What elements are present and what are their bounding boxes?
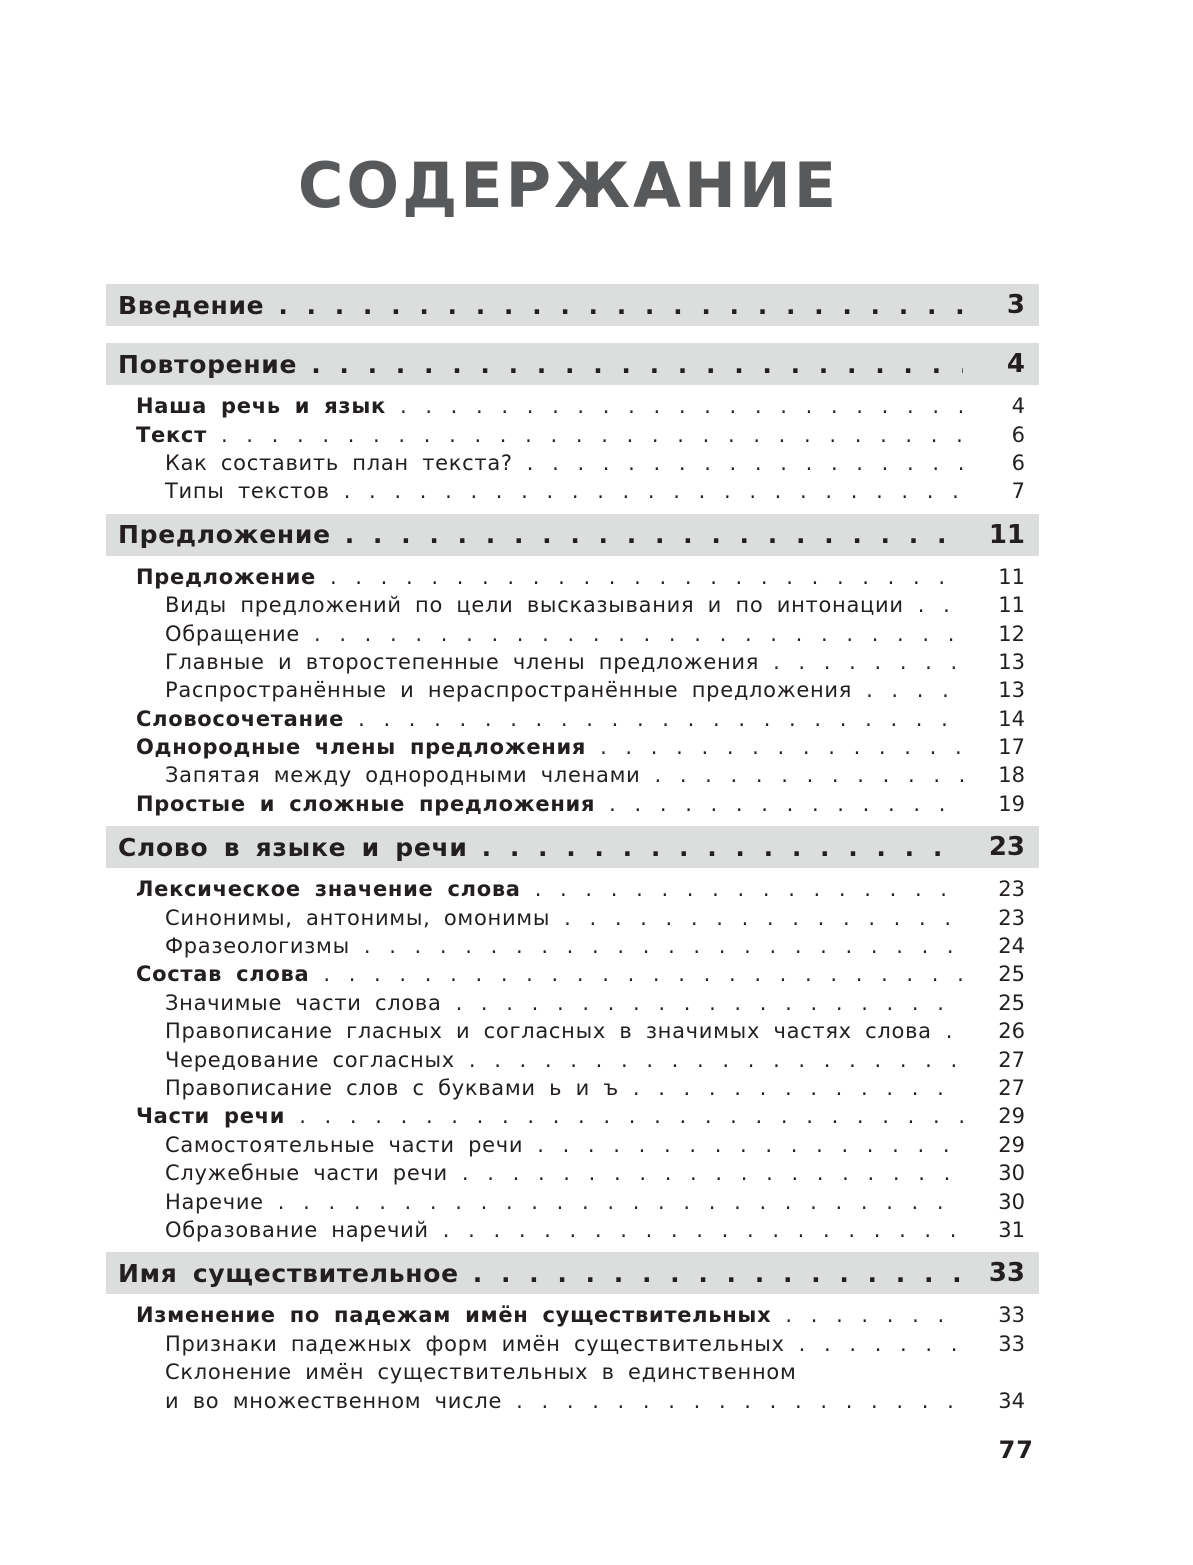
toc-subentry[interactable]: [106, 648, 1039, 676]
entry-title: Склонение имён существительных в единственном: [165, 1360, 797, 1385]
entry-title: Синонимы, антонимы, омонимы: [165, 905, 551, 930]
entry-title: Изменение по падежам имён существительных: [136, 1303, 772, 1328]
entry-page-number: 6: [1011, 422, 1025, 447]
entry-page-number: 4: [1011, 394, 1025, 419]
toc-subentry[interactable]: [106, 1187, 1039, 1215]
toc-subentry[interactable]: [106, 932, 1039, 960]
dot-leader: [516, 1389, 963, 1413]
entry-page-number: 6: [1011, 450, 1025, 475]
entry-page-number: 18: [998, 763, 1025, 788]
entry-title: Однородные члены предложения: [136, 735, 587, 760]
dot-leader: [364, 934, 963, 958]
toc-subentry[interactable]: [106, 1131, 1039, 1159]
entry-title: Наша речь и язык: [136, 394, 386, 419]
toc-subentry[interactable]: [106, 1159, 1039, 1187]
entry-title: Запятая между однородными членами: [165, 763, 641, 788]
toc-entry[interactable]: [106, 392, 1039, 420]
entry-title: Правописание слов с буквами ь и ъ: [165, 1076, 619, 1100]
section-page-number: 4: [1006, 349, 1025, 379]
entry-title: Служебные части речи: [165, 1161, 448, 1186]
section-spacer: [106, 506, 1039, 514]
entry-page-number: 17: [998, 735, 1025, 760]
entry-page-number: 12: [998, 621, 1025, 646]
toc-subentry[interactable]: [106, 1386, 1039, 1414]
entry-page-number: 11: [998, 593, 1025, 618]
dot-leader: [456, 991, 963, 1015]
entry-title: Фразеологизмы: [165, 934, 350, 959]
entry-page-number: 29: [998, 1132, 1025, 1157]
section-page-number: 33: [988, 1258, 1025, 1289]
toc-entry[interactable]: [106, 705, 1039, 733]
entry-title: Признаки падежных форм имён существительных: [165, 1331, 785, 1356]
toc-section-heading[interactable]: [106, 1252, 1039, 1294]
entry-page-number: 29: [998, 1104, 1025, 1129]
dot-leader: [537, 1133, 963, 1157]
toc-subentry[interactable]: [106, 1216, 1039, 1244]
page-number: 77: [998, 1436, 1034, 1464]
entry-title: Состав слова: [136, 962, 310, 987]
toc-subentry[interactable]: [106, 1330, 1039, 1358]
entry-page-number: 7: [1011, 479, 1025, 504]
section-spacer: [106, 1294, 1039, 1301]
entry-page-number: 14: [998, 706, 1025, 731]
table-of-contents: [106, 284, 1039, 1415]
entry-title: Обращение: [165, 621, 300, 646]
dot-leader: [358, 707, 963, 731]
entry-page-number: 25: [998, 962, 1025, 987]
entry-title: Типы текстов: [165, 479, 330, 504]
toc-subentry[interactable]: [106, 477, 1039, 505]
toc-entry[interactable]: [106, 420, 1039, 448]
entry-page-number: 19: [998, 791, 1025, 816]
dot-leader: [323, 962, 963, 986]
dot-leader: [299, 1104, 963, 1128]
dot-leader: [564, 906, 963, 930]
dot-leader: [654, 763, 963, 787]
entry-page-number: 27: [998, 1076, 1025, 1100]
entry-page-number: 26: [998, 1019, 1025, 1044]
entry-title: Главные и второстепенные члены предложения: [165, 649, 760, 674]
toc-entry[interactable]: [106, 733, 1039, 761]
entry-page-number: 23: [998, 877, 1025, 902]
entry-title: Как составить план текста?: [165, 450, 513, 475]
entry-title: Части речи: [136, 1104, 286, 1129]
section-page-number: 23: [988, 832, 1025, 863]
dot-leader: [633, 1076, 963, 1100]
section-title: Повторение: [118, 349, 298, 379]
entry-title: Текст: [136, 422, 207, 447]
entry-page-number: 33: [998, 1303, 1025, 1328]
toc-section-heading[interactable]: [106, 826, 1039, 868]
section-spacer: [106, 385, 1039, 392]
section-spacer: [106, 1244, 1039, 1252]
dot-leader: [600, 735, 963, 759]
toc-entry[interactable]: [106, 790, 1039, 818]
entry-title: Виды предложений по цели высказывания и по интонации: [165, 593, 904, 618]
dot-leader: [866, 678, 963, 702]
entry-page-number: 34: [998, 1388, 1025, 1413]
toc-subentry[interactable]: [106, 619, 1039, 647]
entry-page-number: 13: [998, 678, 1025, 703]
entry-title: Образование наречий: [165, 1217, 429, 1242]
dot-leader: [946, 1019, 963, 1043]
dot-leader: [443, 1218, 963, 1242]
entry-title: Самостоятельные части речи: [165, 1132, 524, 1157]
toc-subentry[interactable]: [106, 1074, 1039, 1102]
entry-page-number: 27: [998, 1047, 1025, 1072]
dot-leader: [527, 451, 963, 475]
toc-section-heading[interactable]: [106, 514, 1039, 556]
toc-subentry[interactable]: [106, 676, 1039, 704]
entry-title: и во множественном числе: [165, 1388, 503, 1413]
entry-title: Простые и сложные предложения: [136, 791, 596, 816]
entry-page-number: 13: [998, 649, 1025, 674]
entry-page-number: 30: [998, 1189, 1025, 1214]
entry-title: Словосочетание: [136, 706, 345, 731]
dot-leader: [773, 650, 963, 674]
section-spacer: [106, 556, 1039, 563]
dot-leader: [330, 565, 963, 589]
entry-page-number: 23: [998, 905, 1025, 930]
entry-title: Чередование согласных: [165, 1047, 455, 1072]
dot-leader: [799, 1332, 963, 1356]
section-title: Слово в языке и речи: [118, 832, 468, 862]
toc-entry[interactable]: [106, 563, 1039, 591]
dot-leader: [314, 622, 963, 646]
entry-title: Распространённые и нераспространённые предложения: [165, 678, 853, 703]
entry-title: Наречие: [165, 1189, 264, 1214]
dot-leader: [535, 877, 963, 901]
dot-leader: [462, 1161, 963, 1185]
toc-subentry[interactable]: [106, 1017, 1039, 1045]
toc-subentry[interactable]: [106, 449, 1039, 477]
toc-subentry[interactable]: [106, 903, 1039, 931]
section-spacer: [106, 868, 1039, 875]
entry-page-number: 24: [998, 934, 1025, 959]
entry-page-number: 33: [998, 1331, 1025, 1356]
toc-subentry[interactable]: [106, 989, 1039, 1017]
section-spacer: [106, 326, 1039, 343]
entry-page-number: 31: [998, 1217, 1025, 1242]
dot-leader: [918, 593, 963, 617]
toc-subentry[interactable]: [106, 591, 1039, 619]
toc-section-heading[interactable]: [106, 343, 1039, 385]
toc-entry[interactable]: [106, 1102, 1039, 1130]
toc-entry[interactable]: [106, 1301, 1039, 1329]
dot-leader: [221, 423, 963, 447]
dot-leader: [785, 1303, 963, 1327]
entry-page-number: 30: [998, 1161, 1025, 1186]
entry-page-number: 25: [998, 990, 1025, 1015]
dot-leader: [278, 291, 963, 320]
entry-title: Значимые части слова: [165, 990, 442, 1015]
section-title: Имя существительное: [118, 1258, 459, 1288]
section-title: Предложение: [118, 520, 331, 550]
dot-leader: [344, 479, 963, 503]
dot-leader: [469, 1048, 963, 1072]
toc-section-heading[interactable]: [106, 284, 1039, 326]
toc-entry[interactable]: [106, 875, 1039, 903]
dot-leader: [400, 394, 963, 418]
toc-subentry[interactable]: [106, 761, 1039, 789]
entry-page-number: 11: [998, 564, 1025, 589]
dot-leader: [278, 1190, 963, 1214]
section-page-number: 11: [988, 519, 1025, 550]
dot-leader: [345, 520, 963, 549]
toc-entry[interactable]: [106, 960, 1039, 988]
entry-title: Предложение: [136, 564, 316, 589]
toc-subentry[interactable]: [106, 1045, 1039, 1073]
dot-leader: [473, 1259, 963, 1288]
page-title: СОДЕРЖАНИЕ: [297, 149, 840, 222]
entry-title: Правописание гласных и согласных в значимых частях слова: [165, 1019, 932, 1044]
section-page-number: 3: [1006, 290, 1025, 320]
dot-leader: [482, 833, 963, 862]
dot-leader: [311, 350, 963, 379]
section-title: Введение: [118, 290, 265, 320]
section-spacer: [106, 818, 1039, 826]
dot-leader: [609, 792, 963, 816]
entry-title: Лексическое значение слова: [136, 877, 521, 902]
toc-subentry[interactable]: [106, 1358, 1039, 1386]
